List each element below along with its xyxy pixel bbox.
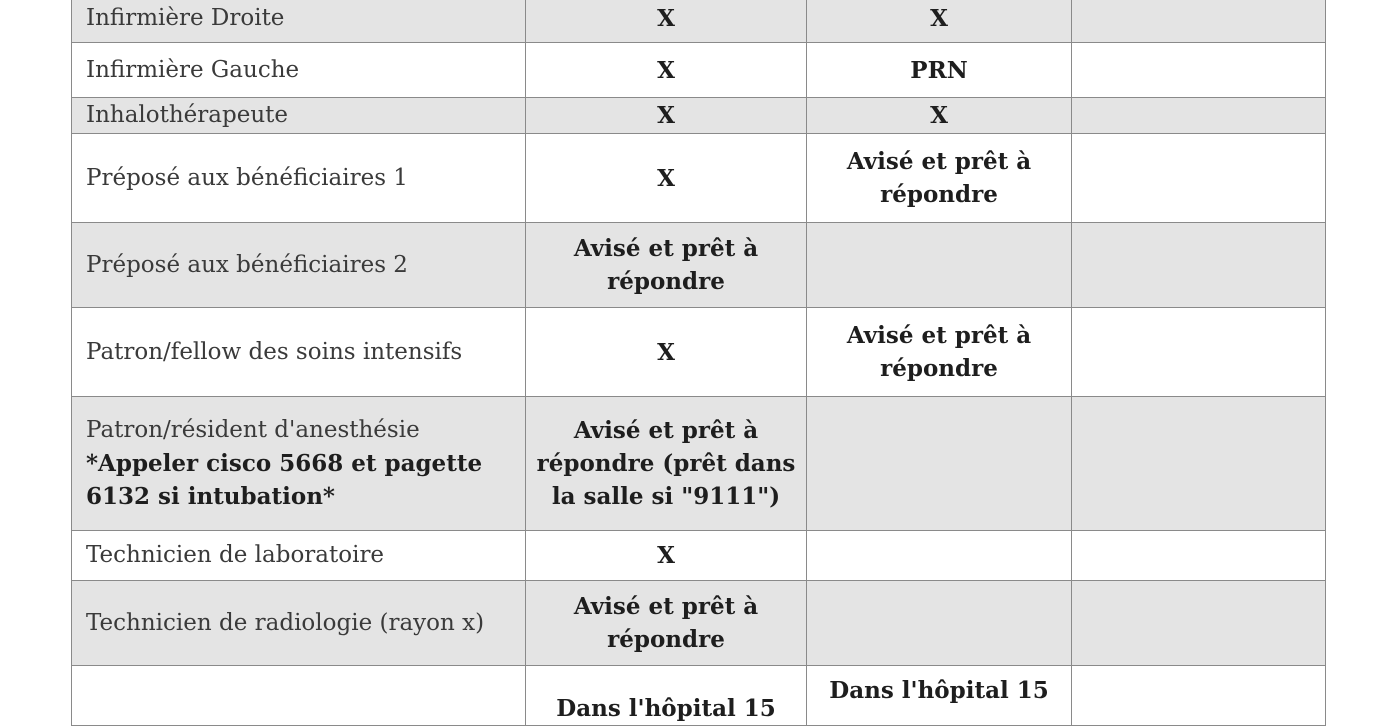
response-cell-2: Avisé et prêt à répondre [807,308,1072,397]
response-cell-1: Avisé et prêt à répondre [526,223,807,308]
role-label: Patron/résident d'anesthésie [86,417,420,443]
response-cell-1: X [526,531,807,581]
table-body [72,0,1326,726]
response-cell-2 [807,223,1072,308]
response-cell-3 [1072,0,1326,43]
role-label: Technicien de laboratoire [86,542,385,568]
response-cell-1: X [526,43,807,98]
role-note: *Appeler cisco 5668 et pagette 6132 si intubation* [86,450,483,510]
response-cell-1: X [526,308,807,397]
role-label: Infirmière Gauche [86,56,300,83]
role-label: Technicien de radiologie (rayon x) [86,609,485,636]
role-cell [72,581,526,666]
response-cell-2 [807,397,1072,531]
role-cell [72,134,526,223]
response-cell-3 [1072,134,1326,223]
role-cell [72,531,526,581]
response-cell-2: PRN [807,43,1072,98]
response-cell-3 [1072,666,1326,726]
role-label: Inhalothérapeute [86,102,289,128]
role-label: Préposé aux bénéficiaires 2 [86,251,408,278]
response-cell-2: X [807,0,1072,43]
response-cell-2: Dans l'hôpital 15 [807,666,1072,726]
role-cell [72,397,526,531]
response-cell-3 [1072,308,1326,397]
response-cell-3 [1072,397,1326,531]
role-label: Préposé aux bénéficiaires 1 [86,164,408,191]
response-cell-2 [807,581,1072,666]
response-cell-1: X [526,134,807,223]
response-cell-3 [1072,531,1326,581]
response-cell-1: X [526,98,807,134]
role-cell [72,98,526,134]
role-cell [72,308,526,397]
response-cell-2: X [807,98,1072,134]
role-label: Patron/fellow des soins intensifs [86,338,463,365]
role-cell [72,43,526,98]
response-cell-3 [1072,98,1326,134]
role-response-table [71,0,1326,726]
response-cell-1: Avisé et prêt à répondre [526,581,807,666]
response-cell-3 [1072,43,1326,98]
role-cell [72,0,526,43]
response-cell-1: Dans l'hôpital 15 [526,666,807,726]
role-label: Infirmière Droite [86,5,285,31]
role-cell [72,223,526,308]
response-cell-3 [1072,581,1326,666]
response-cell-2 [807,531,1072,581]
response-cell-1: X [526,0,807,43]
response-cell-1: Avisé et prêt à répondre (prêt dans la salle si "9111") [526,397,807,531]
response-cell-3 [1072,223,1326,308]
role-cell [72,666,526,726]
response-cell-2: Avisé et prêt à répondre [807,134,1072,223]
